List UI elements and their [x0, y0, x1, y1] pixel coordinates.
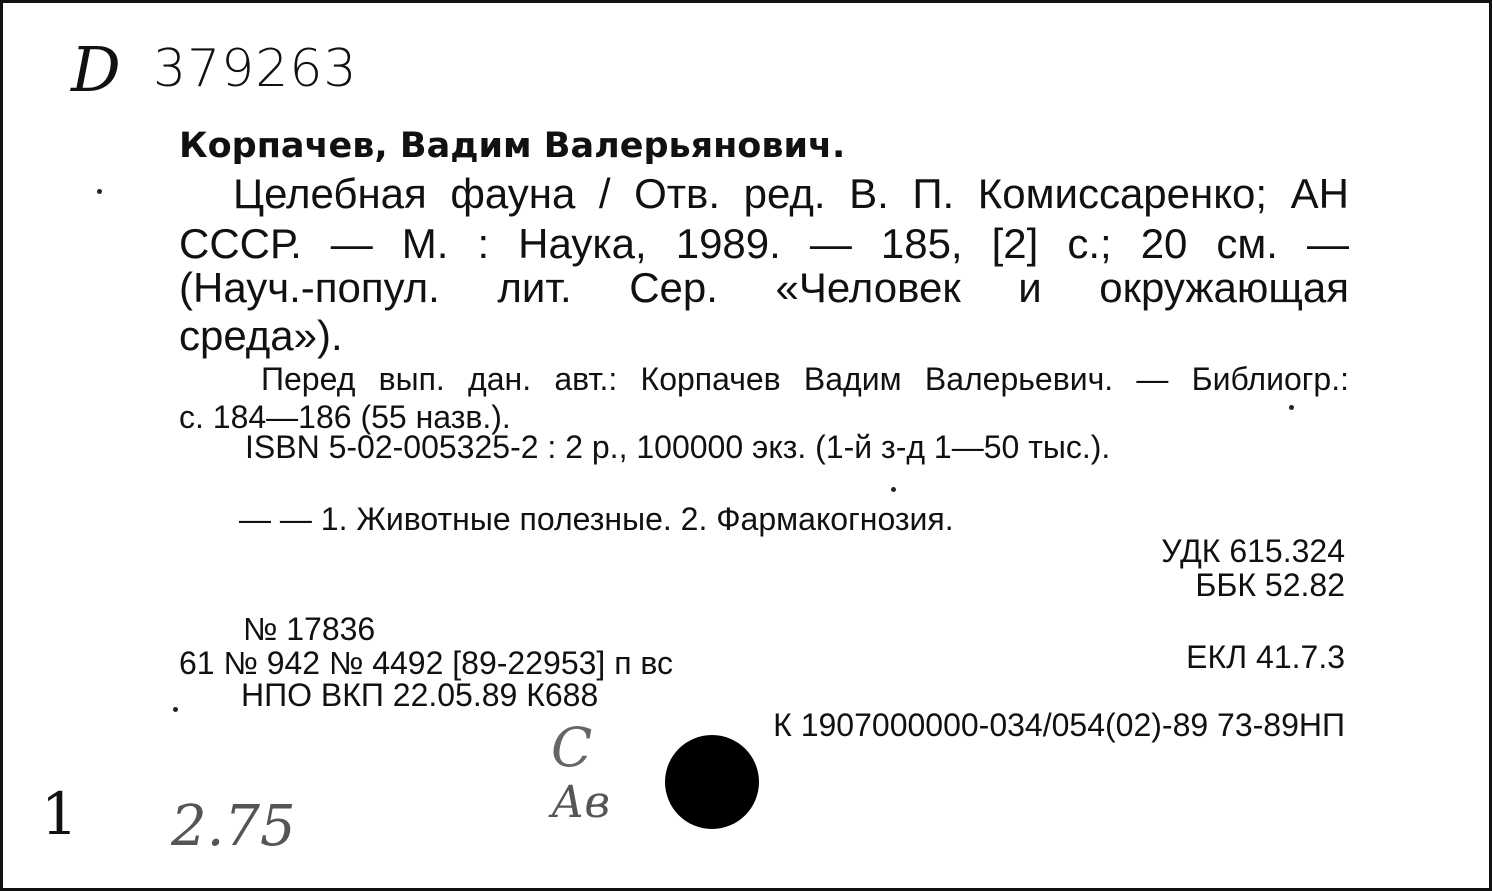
punch-hole — [665, 735, 759, 829]
stray-dot — [97, 189, 102, 194]
handwritten-mark: 2.75 — [171, 794, 296, 859]
handwritten-mark: Ав — [551, 777, 610, 828]
isbn-line: ISBN 5-02-005325-2 : 2 р., 100000 экз. (1-й з-д 1—50 тыс.). — [245, 429, 1111, 465]
stray-dot — [1289, 405, 1294, 410]
order-number: № 17836 — [243, 611, 376, 647]
call-number: 379263 — [153, 39, 358, 99]
main-line-1: Целебная фауна / Отв. ред. В. П. Комиссаренко; АН — [233, 170, 1349, 217]
author-heading: Корпачев, Вадим Валерьянович. — [179, 126, 846, 166]
bbk-code: ББК 52.82 — [1195, 567, 1345, 603]
print-numbers: 61 № 942 № 4492 [89-22953] п вс — [179, 645, 674, 681]
stray-dot — [173, 707, 178, 712]
notes-line-1: Перед вып. дан. авт.: Корпачев Вадим Валерьевич. — Библиогр.: — [261, 361, 1349, 397]
publisher-line: НПО ВКП 22.05.89 К688 — [241, 677, 599, 713]
subject-headings: — — 1. Животные полезные. 2. Фармакогнозия. — [239, 501, 954, 537]
handwritten-letter: D — [71, 33, 121, 106]
handwritten-mark: С — [551, 716, 593, 779]
main-line-3: (Науч.-попул. лит. Сер. «Человек и окружающая — [179, 264, 1349, 311]
handwritten-mark: 1 — [41, 780, 78, 848]
stray-dot — [891, 487, 896, 492]
main-line-4: среда»). — [179, 312, 343, 359]
main-line-2: СССР. — М. : Наука, 1989. — 185, [2] с.; 20 см. — — [179, 220, 1349, 267]
k-number: К 1907000000-034/054(02)-89 73-89НП — [773, 707, 1345, 743]
ekl-code: ЕКЛ 41.7.3 — [1186, 639, 1345, 675]
notes-line-2: с. 184—186 (55 назв.). — [179, 399, 511, 435]
udk-code: УДК 615.324 — [1161, 533, 1345, 569]
